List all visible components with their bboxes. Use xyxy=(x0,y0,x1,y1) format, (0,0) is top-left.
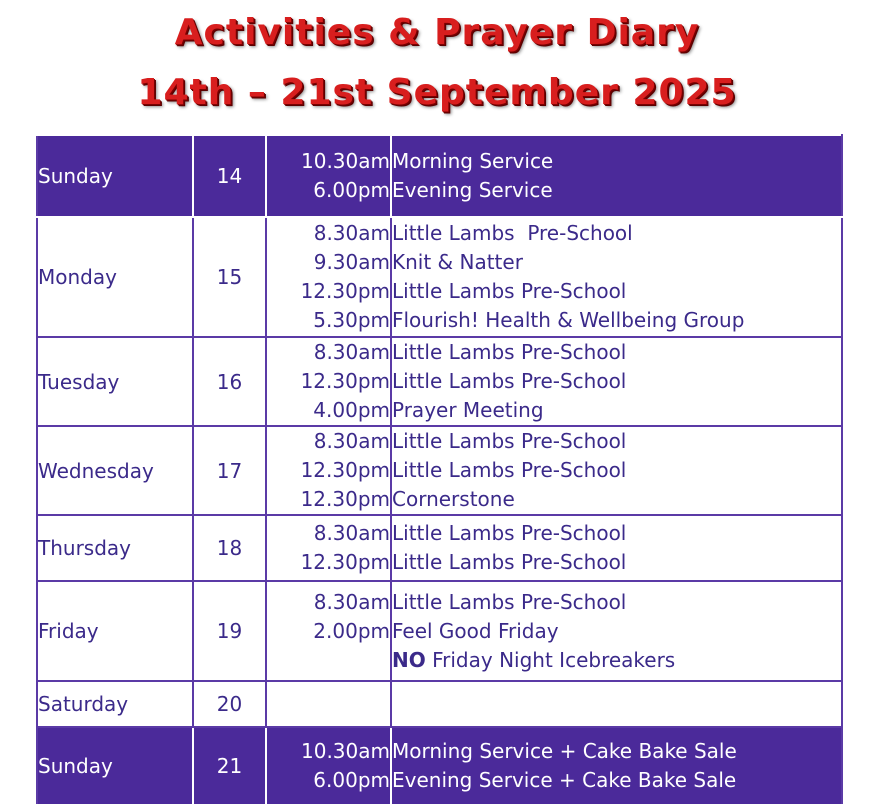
notice-text: Friday Night Icebreakers xyxy=(425,647,676,672)
activities-cell xyxy=(391,515,842,581)
table-row xyxy=(37,581,842,681)
time: 4.00pm xyxy=(313,398,390,422)
time: 12.30pm xyxy=(300,458,390,482)
time: 12.30pm xyxy=(300,487,390,511)
diary-title: Activities & Prayer Diary xyxy=(174,12,700,53)
day-date: 18 xyxy=(193,515,266,581)
activity: Evening Service + Cake Bake Sale xyxy=(392,768,737,792)
times-cell xyxy=(266,727,391,805)
day-date: 16 xyxy=(193,337,266,426)
table-row xyxy=(37,337,842,426)
times-cell xyxy=(266,515,391,581)
time: 6.00pm xyxy=(313,178,390,202)
time: 12.30pm xyxy=(300,369,390,393)
diary-table xyxy=(36,134,843,806)
activity: Little Lambs Pre-School xyxy=(392,221,633,245)
activities-cell xyxy=(391,217,842,337)
activities-cell xyxy=(391,426,842,515)
times-cell xyxy=(266,426,391,515)
activity: Little Lambs Pre-School xyxy=(392,458,627,482)
times-cell xyxy=(266,581,391,681)
activity: Little Lambs Pre-School xyxy=(392,340,627,364)
times-cell xyxy=(266,337,391,426)
table-row xyxy=(37,217,842,337)
activity: Little Lambs Pre-School xyxy=(392,589,627,614)
time: 10.30am xyxy=(301,739,390,763)
activity: Morning Service xyxy=(392,149,554,173)
time: 8.30am xyxy=(313,589,390,614)
diary-date-range: 14th – 21st September 2025 xyxy=(137,72,737,113)
activity: Morning Service + Cake Bake Sale xyxy=(392,739,737,763)
activity: Flourish! Health & Wellbeing Group xyxy=(392,308,745,332)
activities-cell xyxy=(391,681,842,727)
table-row xyxy=(37,426,842,515)
notice-bold: NO xyxy=(392,647,426,672)
time: 8.30am xyxy=(313,340,390,364)
time: 10.30am xyxy=(301,149,390,173)
times-cell xyxy=(266,217,391,337)
time: 12.30pm xyxy=(300,550,390,574)
day-name: Sunday xyxy=(37,135,193,217)
day-name: Tuesday xyxy=(37,337,193,426)
time: 8.30am xyxy=(313,521,390,545)
time: 6.00pm xyxy=(313,768,390,792)
time: 8.30am xyxy=(313,429,390,453)
table-row xyxy=(37,515,842,581)
activity: Prayer Meeting xyxy=(392,398,544,422)
day-name: Saturday xyxy=(37,681,193,727)
day-name: Friday xyxy=(37,581,193,681)
activities-cell xyxy=(391,337,842,426)
activity: Little Lambs Pre-School xyxy=(392,369,627,393)
times-cell xyxy=(266,135,391,217)
activity: Little Lambs Pre-School xyxy=(392,279,627,303)
activity: Little Lambs Pre-School xyxy=(392,521,627,545)
day-date: 21 xyxy=(193,727,266,805)
time: 12.30pm xyxy=(300,279,390,303)
day-name: Thursday xyxy=(37,515,193,581)
table-row xyxy=(37,727,842,805)
day-name: Sunday xyxy=(37,727,193,805)
table-row xyxy=(37,681,842,727)
time: 5.30pm xyxy=(313,308,390,332)
day-name: Wednesday xyxy=(37,426,193,515)
activity: Cornerstone xyxy=(392,487,515,511)
activity: Knit & Natter xyxy=(392,250,523,274)
day-date: 15 xyxy=(193,217,266,337)
day-date: 20 xyxy=(193,681,266,727)
activities-cell xyxy=(391,581,842,681)
activity: Feel Good Friday xyxy=(392,618,559,643)
day-name: Monday xyxy=(37,217,193,337)
activity: Little Lambs Pre-School xyxy=(392,550,627,574)
activities-cell xyxy=(391,135,842,217)
day-date: 19 xyxy=(193,581,266,681)
activity: Little Lambs Pre-School xyxy=(392,429,627,453)
activities-cell xyxy=(391,727,842,805)
table-row xyxy=(37,135,842,217)
time: 2.00pm xyxy=(313,618,390,643)
time: 8.30am xyxy=(313,221,390,245)
times-cell xyxy=(266,681,391,727)
notice-line xyxy=(392,646,841,675)
day-date: 14 xyxy=(193,135,266,217)
time: 9.30am xyxy=(313,250,390,274)
day-date: 17 xyxy=(193,426,266,515)
activity: Evening Service xyxy=(392,178,553,202)
